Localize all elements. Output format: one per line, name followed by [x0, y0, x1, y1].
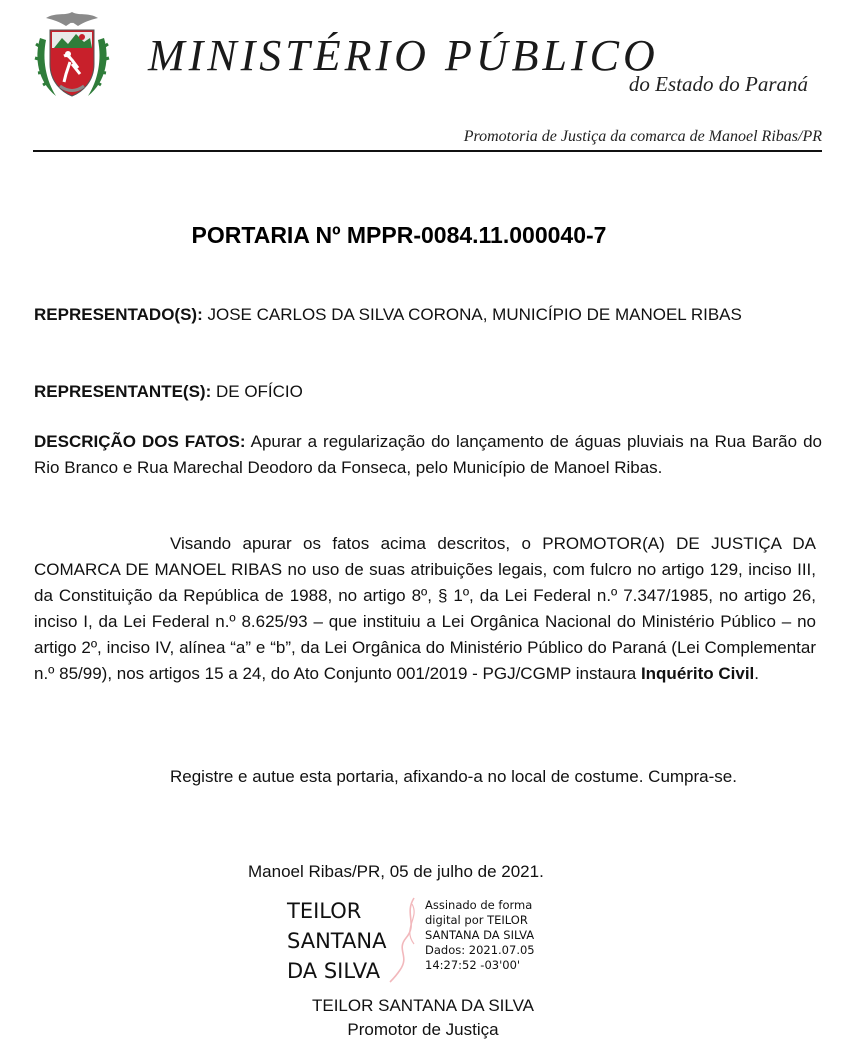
cert-line-1: Assinado de forma	[425, 898, 533, 912]
body-text: Visando apurar os fatos acima descritos, o PROMOTOR(A) DE JUSTIÇA DA COMARCA DE MANOEL RIBAS no uso de suas atribuições legais, com fulcro no artigo 129, inciso III, da Constituição da República de 1988, no artigo 8º, § 1º, da Lei Federal n.º 7.347/1985, no artigo 26, inciso I, da Lei Federal n.º 8.625/93 – que instituiu a Lei Orgânica Nacional do Ministério Público – no artigo 2º, inciso IV, alínea “a” e “b”, da Lei Orgânica do Ministério Público do Paraná (Lei Complementar n.º 85/99), nos artigos 15 a 24, do Ato Conjunto 001/2019 - PGJ/CGMP instaura	[34, 534, 816, 683]
signer-role: Promotor de Justiça	[347, 1020, 499, 1039]
cert-line-5: 14:27:52 -03'00'	[425, 958, 521, 972]
descricao-label: DESCRIÇÃO DOS FATOS:	[34, 432, 246, 451]
letterhead	[30, 8, 822, 158]
signature-name-line-3: DA SILVA	[287, 959, 381, 983]
cert-line-2: digital por TEILOR	[425, 913, 528, 927]
representados-paragraph	[34, 302, 822, 328]
registre-text: Registre e autue esta portaria, afixando-a no local de costume. Cumpra-se.	[170, 767, 737, 786]
body-end: .	[754, 664, 760, 683]
institution-name: MINISTÉRIO PÚBLICO	[148, 31, 659, 80]
document-title: PORTARIA Nº MPPR-0084.11.000040-7	[191, 222, 607, 248]
representantes-label: REPRESENTANTE(S):	[34, 382, 212, 401]
signature-flourish-icon	[384, 894, 424, 984]
descricao-paragraph	[34, 429, 822, 481]
registre-paragraph	[30, 764, 816, 790]
descricao-value: Apurar a regularização do lançamento de águas pluviais na Rua Barão do Rio Branco e Rua Marechal Deodoro da Fonseca, pelo Município de Manoel Ribas.	[34, 432, 822, 477]
signature-name-line-1: TEILOR	[287, 899, 362, 923]
digital-signature-certificate	[425, 898, 565, 973]
body-paragraph	[34, 531, 816, 687]
signature-name-line-2: SANTANA	[287, 929, 387, 953]
body-bold-text: Inquérito Civil	[640, 664, 755, 683]
representados-label: REPRESENTADO(S):	[34, 305, 203, 324]
header-divider	[33, 150, 822, 152]
institution-subtitle: do Estado do Paraná	[628, 72, 808, 96]
parana-coat-of-arms-icon	[30, 8, 114, 104]
cert-line-4: Dados: 2021.07.05	[425, 943, 535, 957]
representados-value: JOSE CARLOS DA SILVA CORONA, MUNICÍPIO DE MANOEL RIBAS	[207, 305, 742, 324]
representantes-value: DE OFÍCIO	[215, 382, 303, 401]
representantes-paragraph	[34, 379, 822, 405]
signer-name: TEILOR SANTANA DA SILVA	[311, 996, 534, 1015]
date-line: Manoel Ribas/PR, 05 de julho de 2021.	[248, 862, 544, 881]
promotoria-line: Promotoria de Justiça da comarca de Manoel Ribas/PR	[463, 128, 822, 145]
cert-line-3: SANTANA DA SILVA	[425, 928, 535, 942]
